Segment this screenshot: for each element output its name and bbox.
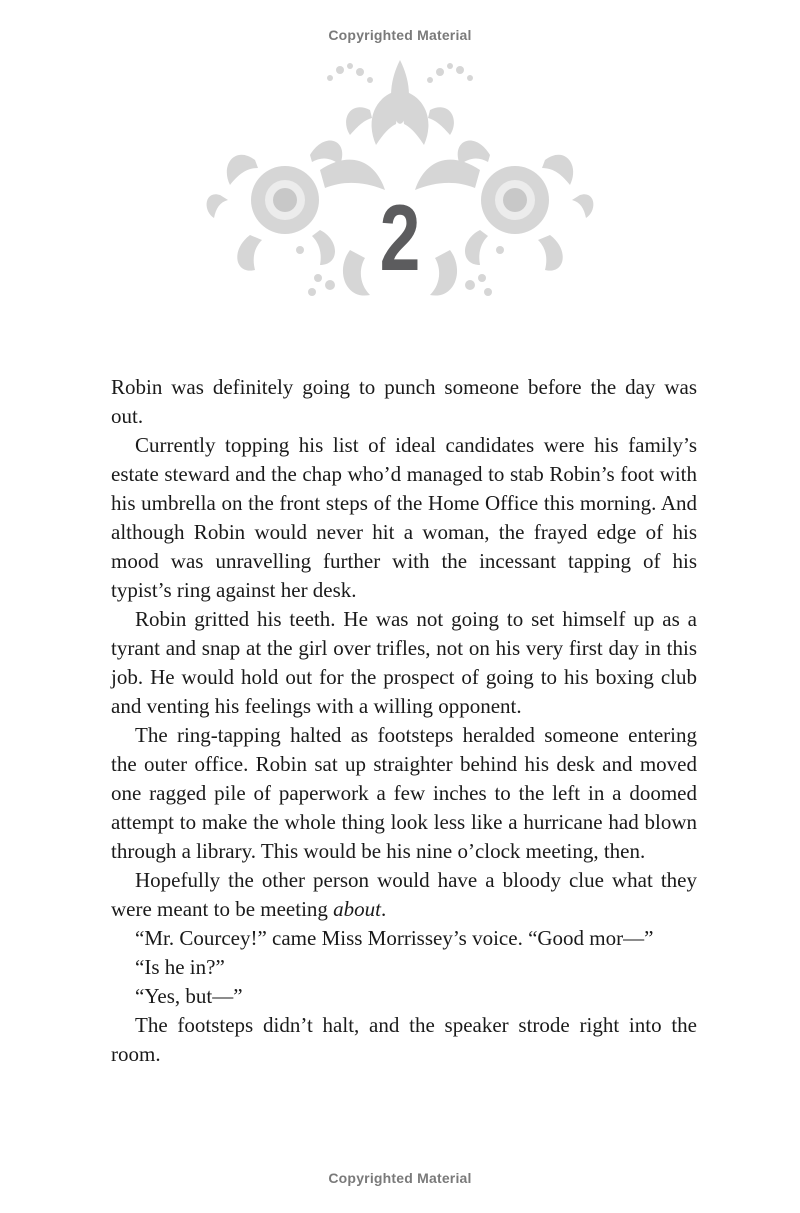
- paragraph: [111, 866, 697, 924]
- dialogue-line: “Mr. Courcey!” came Miss Morrissey’s voice. “Good mor—”: [135, 926, 654, 950]
- paragraph: Robin gritted his teeth. He was not going to set himself up as a tyrant and snap at the girl over trifles, not on his very first day in this job. He would hold out for the prospect of going to his boxing club and venting his feelings with a willing opponent.: [111, 607, 697, 718]
- copyright-notice-bottom: Copyrighted Material: [328, 1170, 472, 1186]
- chapter-body-text: [111, 373, 697, 1069]
- copyright-notice-top: Copyrighted Material: [328, 27, 472, 43]
- paragraph: Robin was definitely going to punch someone before the day was out.: [111, 375, 697, 428]
- emphasized-word: about: [333, 897, 382, 921]
- paragraph-text: Hopefully the other person would have a bloody clue what they were meant to be meeting: [111, 868, 697, 921]
- dialogue-line: “Yes, but—”: [135, 984, 243, 1008]
- paragraph: The footsteps didn’t halt, and the speaker strode right into the room.: [111, 1013, 697, 1066]
- dialogue-line: “Is he in?”: [135, 955, 225, 979]
- paragraph: Currently topping his list of ideal candidates were his family’s estate steward and the chap who’d managed to stab Robin’s foot with his umbrella on the front steps of the Home Office this morning. And although Robin would never hit a woman, the frayed edge of his mood was unravelling further with the incessant tapping of his typist’s ring against her desk.: [111, 433, 697, 602]
- chapter-number: 2: [379, 185, 421, 290]
- paragraph-text: .: [381, 897, 387, 921]
- paragraph: The ring-tapping halted as footsteps heralded someone entering the outer office. Robin sat up straighter behind his desk and moved one ragged pile of paperwork a few inches to the left in a doomed attempt to make the whole thing look less like a hurricane had blown through a library. This would be his nine o’clock meeting, then.: [111, 723, 697, 863]
